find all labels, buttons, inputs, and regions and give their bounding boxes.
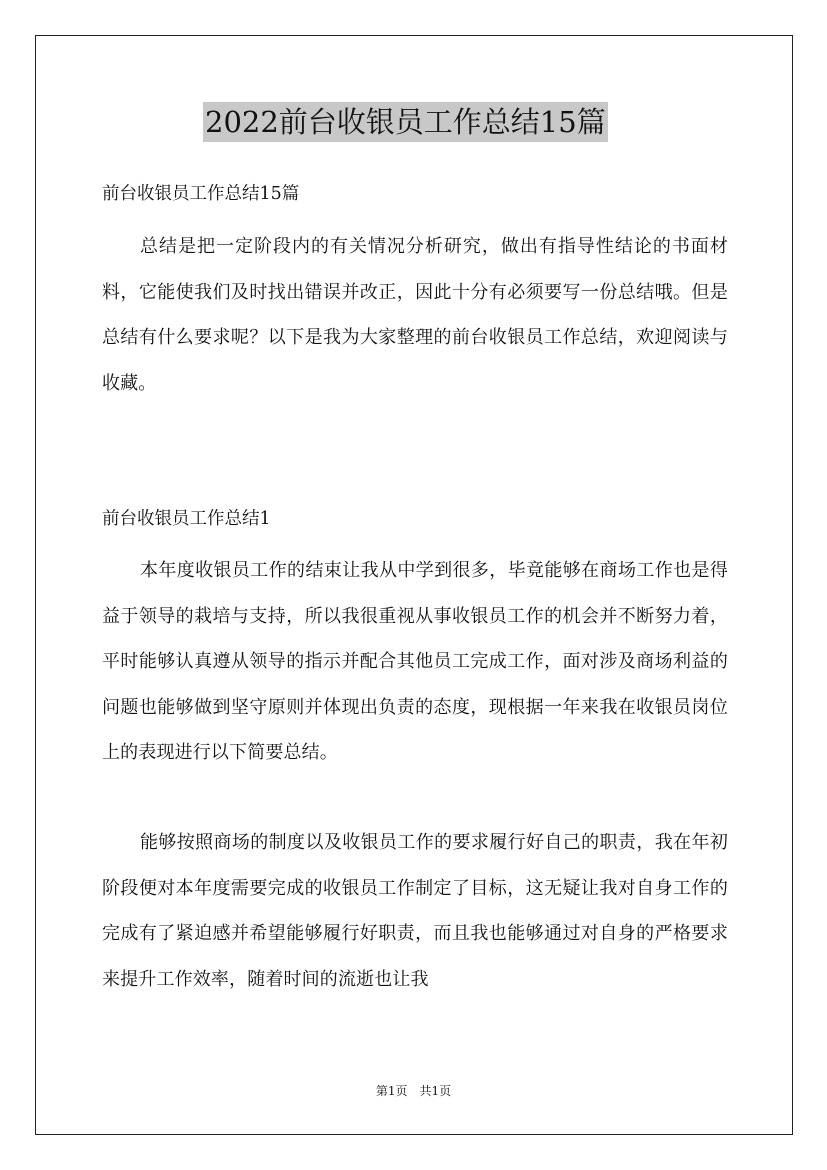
page-footer: 第1页 共1页 [375,1084,452,1098]
document-subtitle: 前台收银员工作总结15篇 [102,184,300,204]
body-paragraph-2: 能够按照商场的制度以及收银员工作的要求履行好自己的职责，我在年初阶段便对本年度需要完成的收银员工作制定了目标，这无疑让我对自身工作的完成有了紧迫感并希望能够履行好职责，而且我也能够通过对自身的严格要求来提升工作效率，随着时间的流逝也让我 [102,832,728,990]
document-title: 2022前台收银员工作总结15篇 [203,102,608,142]
body-paragraph-1: 本年度收银员工作的结束让我从中学到很多，毕竟能够在商场工作也是得益于领导的栽培与支持，所以我很重视从事收银员工作的机会并不断努力着，平时能够认真遵从领导的指示并配合其他员工完成工作，面对涉及商场利益的问题也能够做到坚守原则并体现出负责的态度，现根据一年来我在收银员岗位上的表现进行以下简要总结。 [102,560,728,764]
section-heading: 前台收银员工作总结1 [102,509,271,529]
intro-paragraph: 总结是把一定阶段内的有关情况分析研究，做出有指导性结论的书面材料，它能使我们及时找出错误并改正，因此十分有必须要写一份总结哦。但是总结有什么要求呢？以下是我为大家整理的前台收银员工作总结，欢迎阅读与收藏。 [102,236,728,394]
